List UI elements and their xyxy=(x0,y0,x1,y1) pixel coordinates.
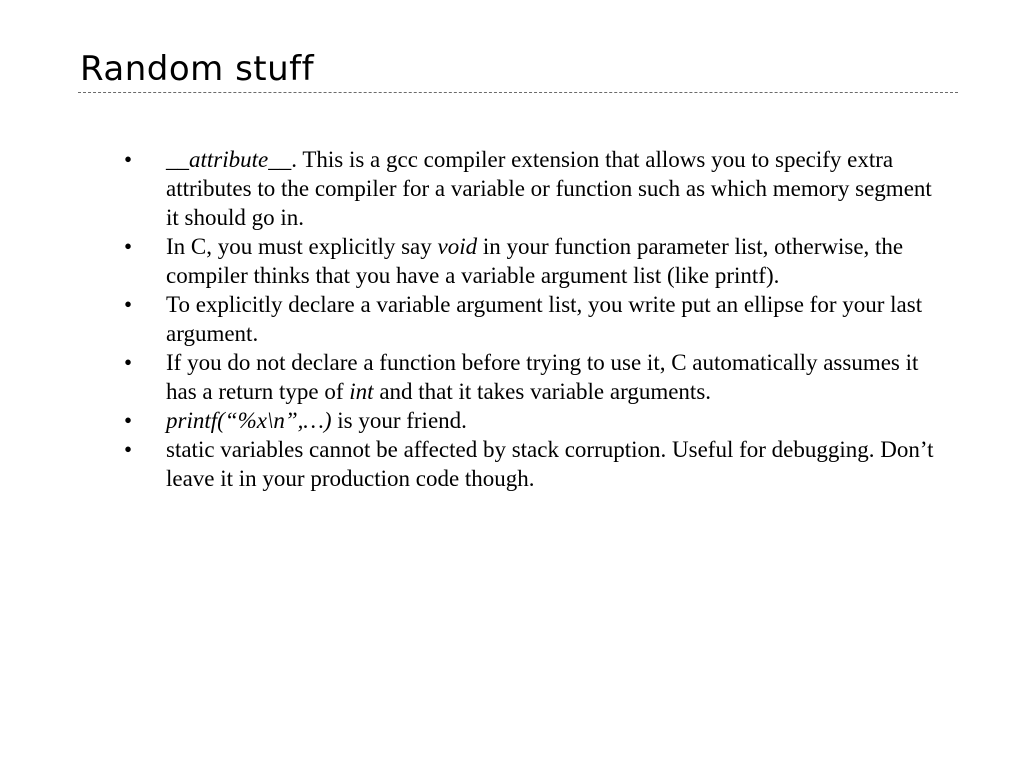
italic-term: int xyxy=(349,379,374,404)
bullet-marker: • xyxy=(124,147,133,172)
bullet-marker: • xyxy=(124,437,133,462)
bullet-item xyxy=(120,145,940,232)
title-divider xyxy=(78,92,958,93)
bullet-list xyxy=(120,145,940,493)
bullet-marker: • xyxy=(124,350,133,375)
text-run: __ xyxy=(166,147,189,172)
italic-term: printf(“%x\n”,…) xyxy=(166,408,332,433)
bullet-marker: • xyxy=(124,408,133,433)
bullet-item xyxy=(120,406,940,435)
bullet-text xyxy=(166,350,918,404)
bullet-item xyxy=(120,435,940,493)
italic-term: attribute xyxy=(189,147,269,172)
bullet-text xyxy=(166,292,922,346)
bullet-item xyxy=(120,232,940,290)
bullet-text xyxy=(166,408,467,433)
bullet-text xyxy=(166,234,903,288)
text-run: To explicitly declare a variable argument list, you write put an ellipse for your last argument. xyxy=(166,292,923,346)
text-run: is your friend. xyxy=(331,408,467,433)
text-run: If you do not declare a function before trying to use it, C automatically assumes it has a return type of xyxy=(166,350,919,404)
text-run: in your function parameter list, otherwise, the compiler thinks that you have a variable argument list (like printf). xyxy=(166,234,904,288)
bullet-text xyxy=(166,437,934,491)
text-run: In C, you must explicitly say xyxy=(166,234,438,259)
bullet-marker: • xyxy=(124,234,133,259)
slide-title: Random stuff xyxy=(80,49,315,89)
bullet-item xyxy=(120,348,940,406)
text-run: __. This is a gcc compiler extension that allows you to specify extra attributes to the compiler for a variable or function such as which memory segment it should go in. xyxy=(166,147,932,230)
text-run: and that it takes variable arguments. xyxy=(373,379,712,404)
bullet-marker: • xyxy=(124,292,133,317)
bullet-text xyxy=(166,147,932,230)
italic-term: void xyxy=(437,234,478,259)
bullet-item xyxy=(120,290,940,348)
text-run: static variables cannot be affected by stack corruption. Useful for debugging. Don’t leave it in your production code though. xyxy=(166,437,934,491)
